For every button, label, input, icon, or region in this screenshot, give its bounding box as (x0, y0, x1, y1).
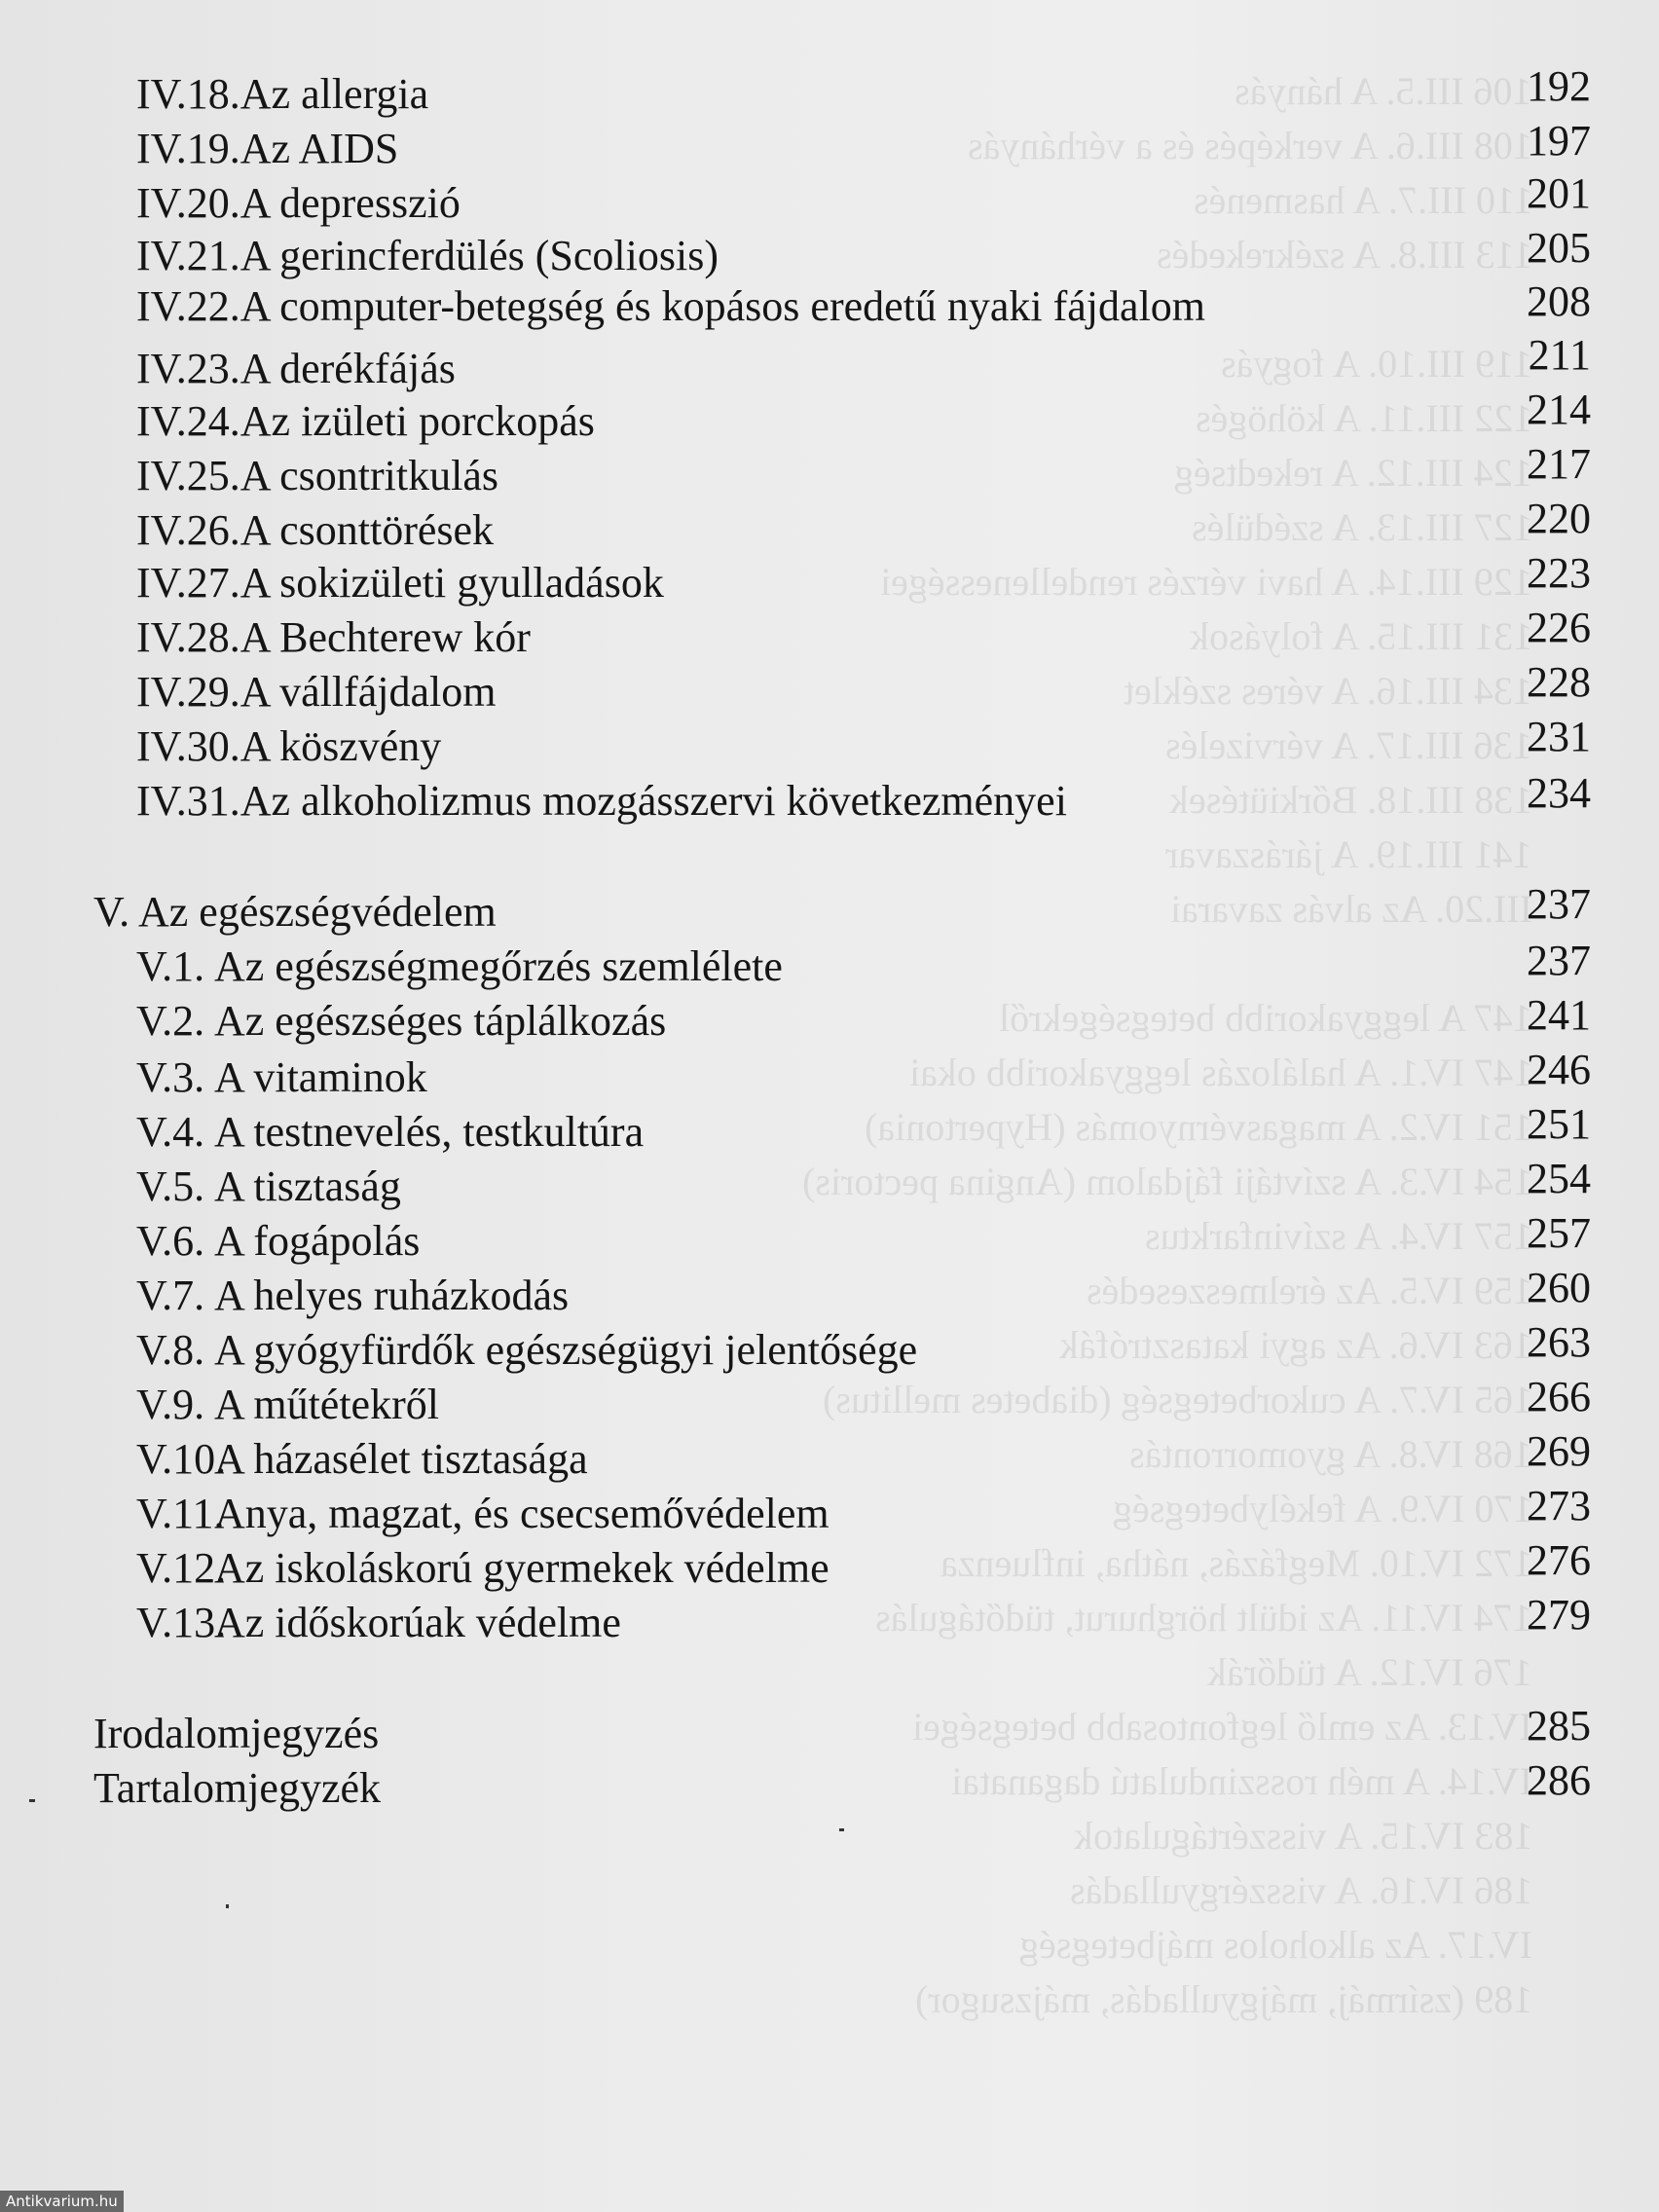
entry-title: A tisztaság (214, 1162, 401, 1210)
scan-speck (226, 1904, 229, 1908)
entry-title: A testnevelés, testkultúra (214, 1108, 645, 1156)
entry-number: V.11. (136, 1490, 225, 1537)
entry-title: A derékfájás (240, 345, 456, 392)
entry-title: Az AIDS (240, 125, 399, 172)
entry-number: V. (93, 888, 130, 936)
entry-page-number: 266 (1527, 1373, 1591, 1420)
toc-entry (136, 230, 719, 282)
entry-page-number: 285 (1527, 1702, 1591, 1750)
entry-page-number: 226 (1527, 604, 1591, 651)
entry-page-number: 217 (1527, 440, 1591, 488)
entry-number: IV.26. (136, 506, 240, 554)
entry-title: Az egészséges táplálkozás (214, 997, 667, 1045)
entry-number: IV.24. (136, 397, 240, 445)
toc-entry (136, 280, 1205, 333)
entry-title: Az allergia (240, 70, 429, 118)
entry-page-number: 228 (1527, 658, 1591, 706)
entry-number: IV.22. (136, 282, 240, 330)
toc-entry (136, 177, 461, 230)
entry-title: A Bechterew kór (240, 613, 531, 661)
toc-entry-bibliography (93, 1708, 379, 1760)
toc-entry (136, 995, 666, 1048)
entry-number: V.13. (136, 1599, 227, 1646)
entry-page-number: 192 (1527, 62, 1591, 110)
toc-entry (136, 395, 595, 448)
entry-title: A csonttörések (240, 506, 495, 554)
entry-title: Az egészségvédelem (138, 888, 497, 936)
entry-page-number: 241 (1527, 991, 1591, 1039)
entry-title: A házasélet tisztasága (214, 1435, 588, 1483)
toc-entry (136, 557, 664, 609)
toc-entry (136, 68, 428, 121)
toc-entry (136, 1324, 917, 1377)
toc-entry (136, 1051, 427, 1104)
entry-page-number: 211 (1528, 331, 1591, 379)
entry-page-number: 263 (1527, 1318, 1591, 1366)
entry-title: A helyes ruházkodás (214, 1272, 570, 1319)
toc-entry (136, 1270, 569, 1322)
entry-title: A vállfájdalom (240, 668, 497, 716)
entry-title: A depresszió (240, 179, 461, 227)
toc-entry (136, 720, 441, 773)
entry-number: IV.28. (136, 613, 240, 661)
entry-number: V.2. (136, 997, 205, 1045)
entry-number: IV.18. (136, 70, 240, 118)
entry-title: Tartalomjegyzék (93, 1764, 382, 1812)
toc-entry (136, 940, 783, 993)
entry-page-number: 257 (1527, 1209, 1591, 1257)
toc-entry (136, 450, 498, 502)
toc-entry (136, 1106, 644, 1159)
entry-number: IV.31. (136, 777, 240, 825)
entry-number: IV.20. (136, 179, 240, 227)
scan-speck (29, 1799, 35, 1802)
entry-page-number: 251 (1527, 1100, 1591, 1148)
entry-page-number: 273 (1527, 1482, 1591, 1530)
entry-title: Az időskorúak védelme (214, 1599, 621, 1646)
entry-title: A sokizületi gyulladások (240, 559, 664, 607)
entry-title: Irodalomjegyzés (93, 1710, 380, 1757)
entry-page-number: 201 (1527, 169, 1591, 217)
toc-entry-contents (93, 1762, 381, 1815)
entry-number: IV.19. (136, 125, 240, 172)
entry-number: V.3. (136, 1053, 205, 1101)
entry-title: A vitaminok (214, 1053, 427, 1101)
entry-page-number: 237 (1527, 880, 1591, 928)
toc-entry (136, 1542, 830, 1595)
entry-number: V.12. (136, 1544, 227, 1592)
entry-number: V.1. (136, 942, 205, 990)
entry-title: Anya, magzat, és csecsemővédelem (214, 1490, 830, 1537)
entry-page-number: 246 (1527, 1046, 1591, 1093)
entry-title: A gyógyfürdők egészségügyi jelentősége (214, 1326, 918, 1374)
toc-entry (136, 1379, 439, 1431)
toc-entry (136, 1433, 588, 1486)
entry-page-number: 231 (1527, 713, 1591, 760)
entry-title: A fogápolás (214, 1217, 421, 1265)
toc-entry (136, 343, 456, 395)
entry-title: A műtétekről (214, 1381, 439, 1428)
toc-entry (136, 1597, 621, 1649)
entry-page-number: 220 (1527, 495, 1591, 542)
entry-number: V.4. (136, 1108, 205, 1156)
entry-title: Az egészségmegőrzés szemlélete (214, 942, 783, 990)
entry-number: V.6. (136, 1217, 205, 1265)
entry-page-number: 254 (1527, 1155, 1591, 1202)
toc-entry (136, 1161, 401, 1213)
entry-number: IV.21. (136, 232, 240, 279)
entry-number: IV.29. (136, 668, 240, 716)
entry-title: A köszvény (240, 722, 442, 770)
entry-page-number: 276 (1527, 1536, 1591, 1584)
toc-entry (136, 775, 1067, 828)
entry-title: Az alkoholizmus mozgásszervi következményei (240, 777, 1067, 825)
entry-number: V.9. (136, 1381, 205, 1428)
entry-number: IV.23. (136, 345, 240, 392)
toc-entry (136, 123, 398, 175)
entry-page-number: 197 (1527, 117, 1591, 165)
entry-title: A csontritkulás (240, 452, 498, 499)
entry-page-number: 260 (1527, 1264, 1591, 1311)
entry-page-number: 279 (1527, 1591, 1591, 1639)
entry-number: IV.27. (136, 559, 240, 607)
toc-entry (136, 611, 531, 664)
entry-number: IV.30. (136, 722, 240, 770)
entry-title: A gerincferdülés (Scoliosis) (240, 232, 719, 279)
entry-number: V.10. (136, 1435, 227, 1483)
entry-title: Az izületi porckopás (240, 397, 595, 445)
entry-page-number: 237 (1527, 937, 1591, 984)
entry-number: V.7. (136, 1272, 205, 1319)
toc-entry (136, 666, 496, 719)
toc-chapter-heading (93, 886, 497, 939)
toc-entry (136, 1488, 830, 1540)
scan-speck (839, 1828, 844, 1831)
entry-title: A computer-betegség és kopásos eredetű nyaki fájdalom (240, 282, 1206, 330)
toc-entry (136, 1215, 420, 1268)
entry-number: IV.25. (136, 452, 240, 499)
entry-title: Az iskoláskorú gyermekek védelme (214, 1544, 830, 1592)
entry-number: V.5. (136, 1162, 205, 1210)
entry-page-number: 223 (1527, 549, 1591, 597)
entry-page-number: 286 (1527, 1756, 1591, 1804)
entry-number: V.8. (136, 1326, 205, 1374)
entry-page-number: 205 (1527, 224, 1591, 272)
entry-page-number: 208 (1527, 277, 1591, 325)
watermark: Antikvarium.hu (0, 2191, 124, 2212)
entry-page-number: 234 (1527, 769, 1591, 817)
entry-page-number: 214 (1527, 386, 1591, 433)
show-through-background: 106 III.5. A hányás 108 III.6. A verképés és a vérhányás 110 III.7. A hasmenés 113 III.8. A székrekedés 119 III.10. A fogyás 122 III.11. A köhögés 124 III.12. A rekedtség 127 III.13. A szédülés 129 III.14. A havi vérzés rendellenességei 131 III.15. A folyások 134 III.16. A véres széklet 136 III.17. A vérvizelés 138 III.18. Bőrkiütések 141 III.19. A járászavar III.20. Az alvás zavarai 147 A leggyakoribb betegségekről 147 IV.1. A halálozás leggyakoribb okai 151 IV.2. A magasvérnyomás (Hypertonia) 154 IV.3. A szívtáji fájdalom (Angina pectoris) 157 IV.4. A szívinfarktus 159 IV.5. Az érelmeszesedés 163 IV.6. Az agyi katasztrófák 165 IV.7. A cukorbetegség (diabetes mellitus) 168 IV.8. A gyomorrontás 170 IV.9. A fekélybetegség 172 IV.10. Megfázás, nátha, influenza 174 IV.11. Az idült hörghurut, tüdőtágulás 176 IV.12. A tüdőrák IV.13. Az emlő legfontosabb betegségei IV.14. A méh rosszindulatú daganatai 183 IV.15. A visszértágulatok 186 IV.16. A visszérgyulladás IV.17. Az alkoholos májbetegség 189 (zsírmáj, májgyulladás, májzsugor) (801, 69, 1532, 2021)
toc-entry (136, 504, 494, 557)
entry-page-number: 269 (1527, 1427, 1591, 1475)
